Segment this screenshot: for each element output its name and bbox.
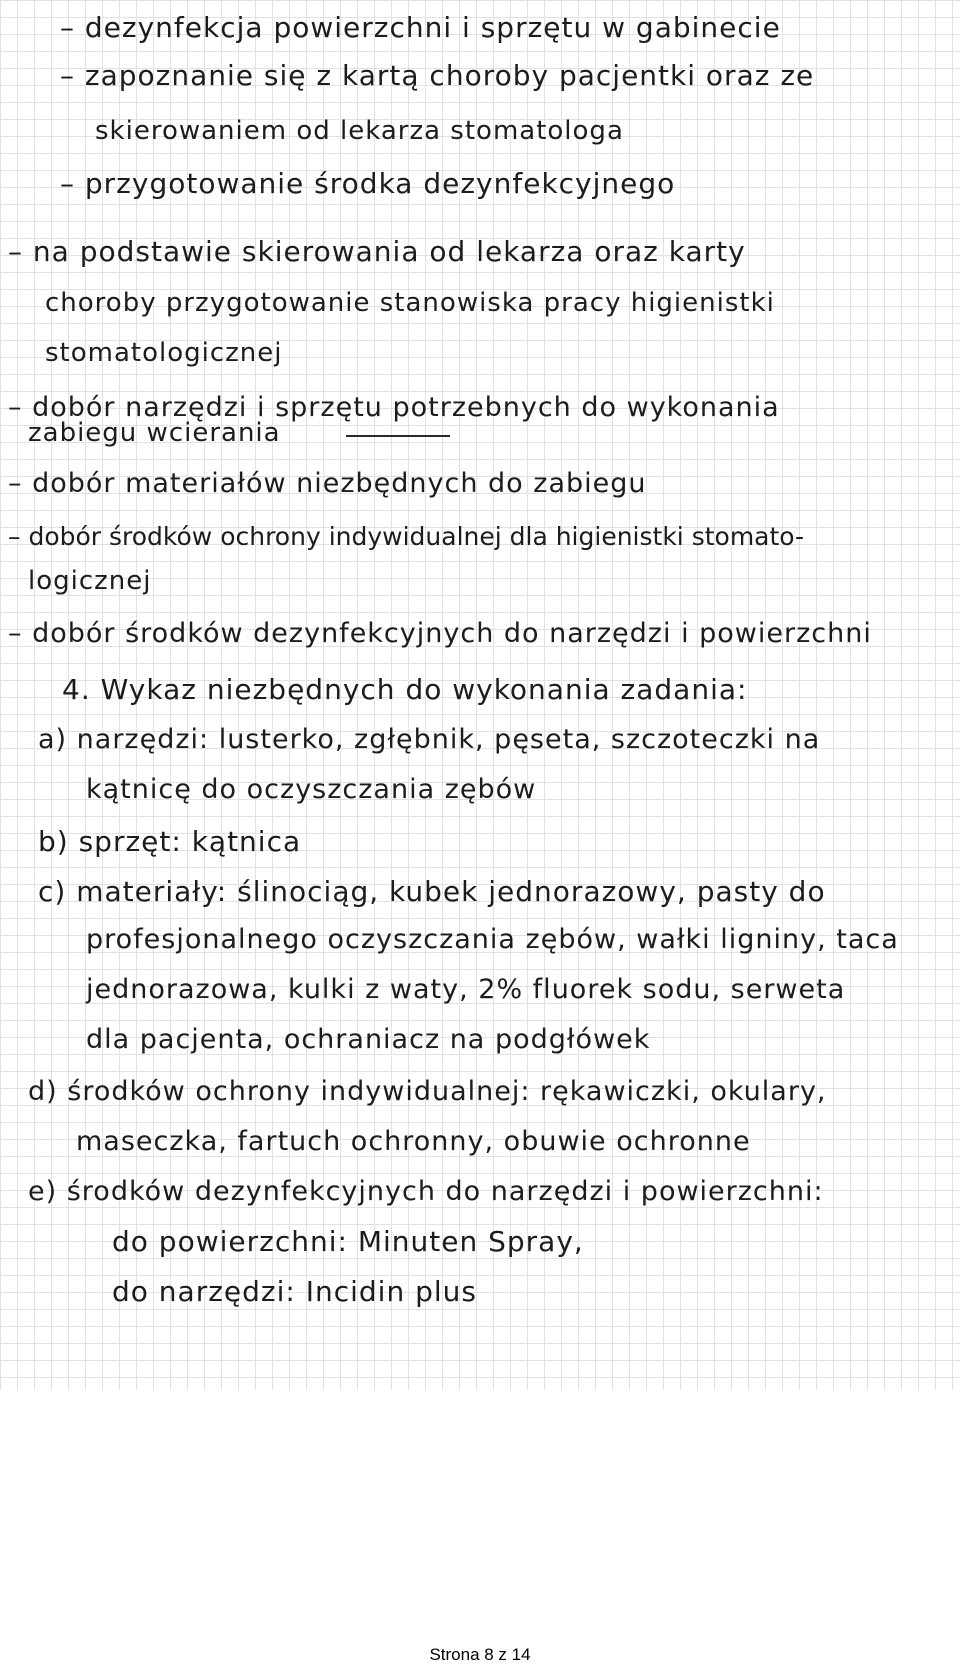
text-line: b) sprzęt: kątnica [38, 825, 302, 858]
text-line: do powierzchni: Minuten Spray, [112, 1225, 584, 1258]
text-line: e) środków dezynfekcyjnych do narzędzi i powierzchni: [28, 1176, 824, 1207]
text-line: do narzędzi: Incidin plus [112, 1275, 477, 1308]
text-line: dla pacjenta, ochraniacz na podgłówek [86, 1024, 651, 1055]
text-line: a) narzędzi: lusterko, zgłębnik, pęseta, szczoteczki na [38, 724, 821, 755]
text-line: – zapoznanie się z kartą choroby pacjentki oraz ze [60, 59, 815, 92]
text-line: – dobór narzędzi i sprzętu potrzebnych do wykonania [8, 392, 780, 423]
text-line: – dobór materiałów niezbędnych do zabiegu [8, 468, 647, 499]
text-line: kątnicę do oczyszczania zębów [86, 774, 537, 805]
text-line: d) środków ochrony indywidualnej: rękawiczki, okulary, [28, 1076, 827, 1107]
text-line: zabiegu wcierania [28, 418, 281, 448]
text-line: profesjonalnego oczyszczania zębów, wałki ligniny, taca [86, 924, 899, 955]
text-line: – dobór środków dezynfekcyjnych do narzędzi i powierzchni [8, 618, 872, 649]
text-line: logicznej [28, 566, 152, 596]
text-line: c) materiały: ślinociąg, kubek jednorazowy, pasty do [38, 875, 826, 908]
text-line: stomatologicznej [45, 338, 283, 368]
text-line: choroby przygotowanie stanowiska pracy higienistki [45, 288, 775, 318]
text-line: – na podstawie skierowania od lekarza oraz karty [8, 235, 746, 268]
text-line: – dobór środków ochrony indywidualnej dla higienistki stomato- [8, 522, 805, 551]
text-line: jednorazowa, kulki z waty, 2% fluorek sodu, serweta [86, 974, 846, 1005]
handwritten-underline [346, 435, 450, 437]
text-line: skierowaniem od lekarza stomatologa [95, 116, 624, 146]
text-line: – dezynfekcja powierzchni i sprzętu w gabinecie [60, 11, 781, 44]
text-line: 4. Wykaz niezbędnych do wykonania zadania: [62, 673, 748, 706]
text-line: maseczka, fartuch ochronny, obuwie ochronne [76, 1126, 751, 1157]
text-line: – przygotowanie środka dezynfekcyjnego [60, 167, 676, 200]
page-number: Strona 8 z 14 [429, 1645, 531, 1664]
